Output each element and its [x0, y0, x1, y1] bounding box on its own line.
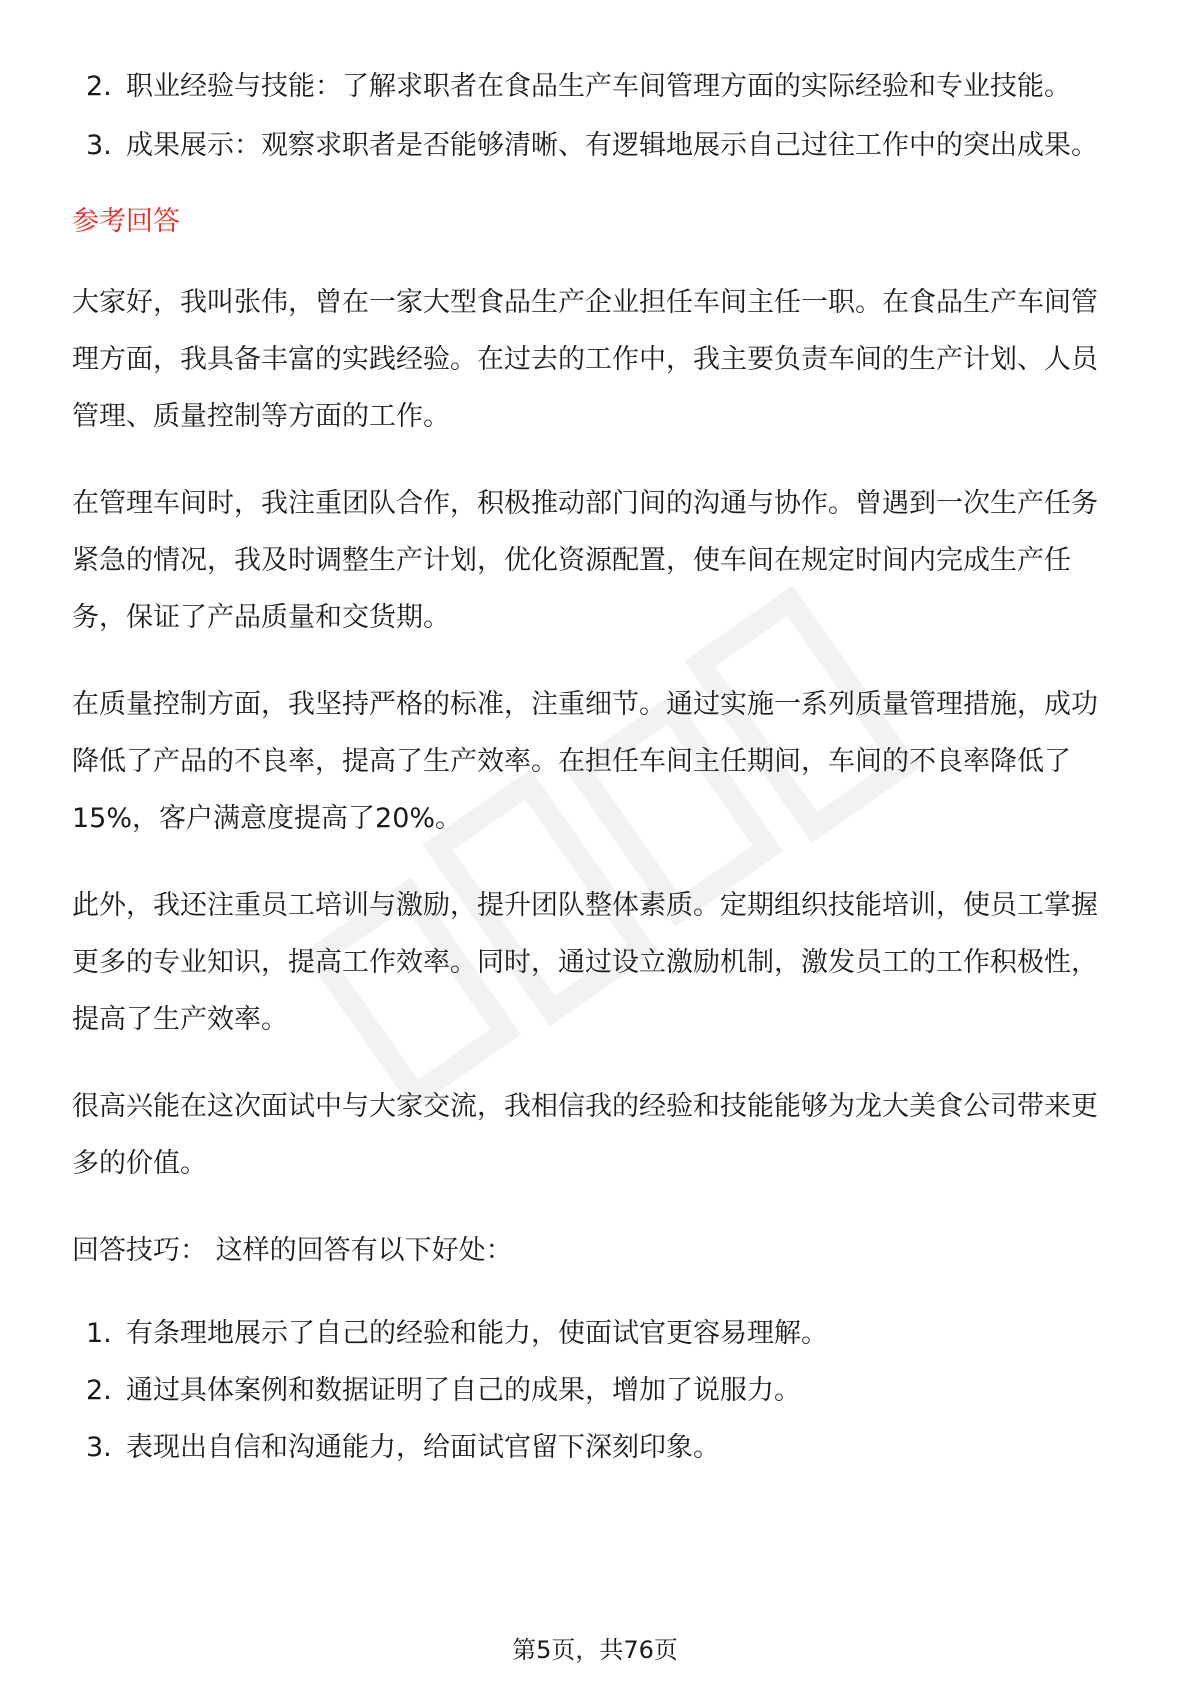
paragraph: 大家好，我叫张伟，曾在一家大型食品生产企业担任车间主任一职。在食品生产车间管理方面，我具备丰富的实践经验。在过去的工作中，我主要负责车间的生产计划、人员管理、质量控制等方面的工作。 — [72, 287, 1098, 432]
list-text: 有条理地展示了自己的经验和能力，使面试官更容易理解。 — [126, 1318, 828, 1349]
tips-list — [72, 1305, 1118, 1476]
paragraph: 在管理车间时，我注重团队合作，积极推动部门间的沟通与协作。曾遇到一次生产任务紧急的情况，我及时调整生产计划，优化资源配置，使车间在规定时间内完成生产任务，保证了产品质量和交货期。 — [72, 488, 1098, 633]
section-heading: 参考回答 — [72, 206, 180, 237]
list-item — [72, 58, 1118, 115]
content — [72, 58, 1118, 1476]
tips-intro: 回答技巧： 这样的回答有以下好处： — [72, 1235, 513, 1266]
list-item — [72, 1419, 1118, 1476]
list-number: 2. — [86, 1375, 112, 1406]
paragraph: 此外，我还注重员工培训与激励，提升团队整体素质。定期组织技能培训，使员工掌握更多的专业知识，提高工作效率。同时，通过设立激励机制，激发员工的工作积极性，提高了生产效率。 — [72, 890, 1098, 1035]
list-item — [72, 117, 1118, 174]
list-item — [72, 1362, 1118, 1419]
list-text: 表现出自信和沟通能力，给面试官留下深刻印象。 — [126, 1432, 720, 1463]
evaluation-list — [72, 58, 1118, 174]
page-footer: 第5页，共76页 — [512, 1636, 678, 1664]
list-number: 2. — [86, 71, 112, 102]
list-number: 3. — [86, 1432, 112, 1463]
list-text: 通过具体案例和数据证明了自己的成果，增加了说服力。 — [126, 1375, 801, 1406]
list-text: 成果展示：观察求职者是否能够清晰、有逻辑地展示自己过往工作中的突出成果。 — [126, 130, 1098, 161]
list-item — [72, 1305, 1118, 1362]
list-number: 1. — [86, 1318, 112, 1349]
list-text: 职业经验与技能：了解求职者在食品生产车间管理方面的实际经验和专业技能。 — [126, 71, 1071, 102]
list-number: 3. — [86, 130, 112, 161]
paragraph: 很高兴能在这次面试中与大家交流，我相信我的经验和技能能够为龙大美食公司带来更多的价值。 — [72, 1091, 1098, 1179]
paragraph: 在质量控制方面，我坚持严格的标准，注重细节。通过实施一系列质量管理措施，成功降低了产品的不良率，提高了生产效率。在担任车间主任期间，车间的不良率降低了15%，客户满意度提高了20%。 — [72, 689, 1098, 834]
